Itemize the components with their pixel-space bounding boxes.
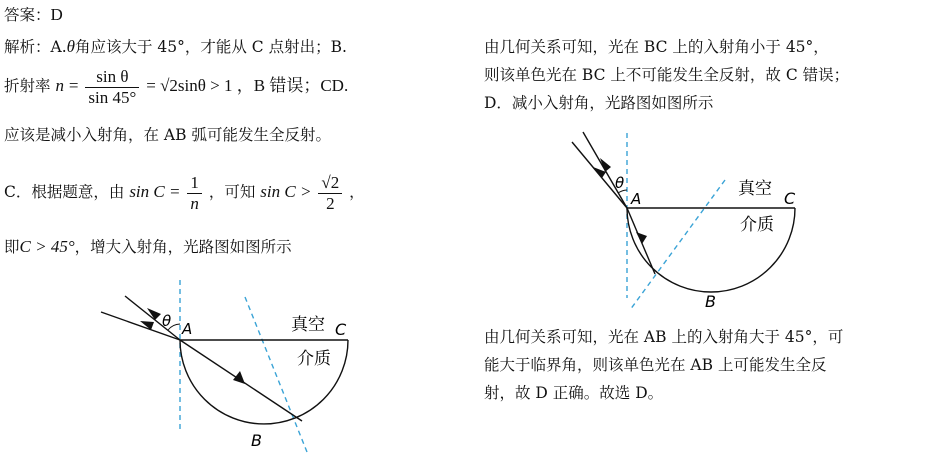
critical-angle-end: ，	[349, 183, 365, 201]
refractive-index-label: 折射率	[4, 77, 51, 95]
analysis-line-5-prefix: 即	[4, 238, 20, 256]
analysis-prefix: 解析：A.	[4, 38, 67, 56]
equals-sign: =	[68, 76, 79, 95]
vacuum-label: 真空	[738, 179, 772, 199]
one-over-n-fraction	[187, 173, 202, 214]
root2-over-2-fraction	[318, 173, 342, 214]
sinc-inequality: sin C >	[260, 182, 312, 201]
point-a-label: A	[631, 190, 642, 208]
critical-angle-mid: ，可知	[208, 183, 256, 201]
analysis-line-5-rest: ，增大入射角，光路图如图所示	[74, 238, 292, 256]
light-path-diagram-left	[95, 272, 370, 454]
vacuum-label: 真空	[291, 315, 325, 335]
analysis-line-3: 应该是减小入射角，在 AB 弧可能发生全反射。	[4, 126, 331, 144]
light-path-diagram-right	[560, 128, 810, 318]
right-paragraph-2-line-1: 由几何关系可知，光在 AB 上的入射角大于 45°，可	[484, 328, 844, 346]
analysis-line-5	[4, 236, 292, 258]
point-c-label: C	[335, 320, 347, 339]
sinc-expression: sin C =	[129, 182, 181, 201]
refracted-arrow	[233, 371, 245, 384]
c-greater-45: C > 45°	[19, 237, 75, 256]
refractive-index-result: = √2sinθ > 1 ，B 错误；CD.	[146, 76, 349, 95]
right-paragraph-1-line-1: 由几何关系可知，光在 BC 上的入射角小于 45°，	[484, 38, 829, 56]
right-paragraph-1-line-3: D．减小入射角，光路图如图所示	[484, 94, 714, 112]
theta-label: θ	[162, 312, 172, 330]
answer-line	[4, 4, 63, 26]
medium-label: 介质	[297, 349, 331, 369]
point-c-label: C	[784, 189, 796, 208]
point-b-label: B	[705, 292, 716, 311]
n-symbol: n	[55, 76, 64, 95]
root2-numerator: √2	[318, 173, 342, 194]
critical-angle-line	[4, 166, 365, 218]
refractive-index-line	[4, 62, 348, 110]
right-paragraph-2-line-3: 射，故 D 正确。故选 D。	[484, 384, 664, 402]
answer-label: 答案：	[4, 6, 51, 24]
analysis-line-1	[4, 36, 347, 58]
analysis-line-1-rest: 角应该大于 45°，才能从 C 点射出；B.	[74, 38, 347, 56]
medium-label: 介质	[740, 215, 774, 235]
point-b-label: B	[251, 431, 262, 450]
incident-arrow-upper	[147, 308, 161, 320]
theta-symbol: θ	[66, 37, 75, 56]
right-paragraph-1-line-2: 则该单色光在 BC 上不可能发生全反射，故 C 错误；	[484, 66, 850, 84]
one-over-n-numerator: 1	[187, 173, 202, 194]
fraction-numerator: sin θ	[85, 67, 139, 88]
critical-angle-prefix: C．根据题意，由	[4, 183, 125, 201]
point-a-label: A	[182, 320, 193, 338]
root2-denominator: 2	[326, 193, 335, 213]
refracted-arrow	[636, 232, 647, 244]
right-paragraph-2-line-2: 能大于临界角，则该单色光在 AB 上可能发生全反	[484, 356, 827, 374]
incident-ray-upper	[125, 296, 180, 340]
theta-label: θ	[615, 174, 625, 192]
boundary-dashed-line	[630, 180, 725, 310]
fraction-denominator: sin 45°	[88, 87, 137, 107]
answer-value: D	[50, 5, 63, 24]
one-over-n-denominator: n	[190, 193, 199, 213]
refractive-index-fraction	[85, 67, 139, 108]
